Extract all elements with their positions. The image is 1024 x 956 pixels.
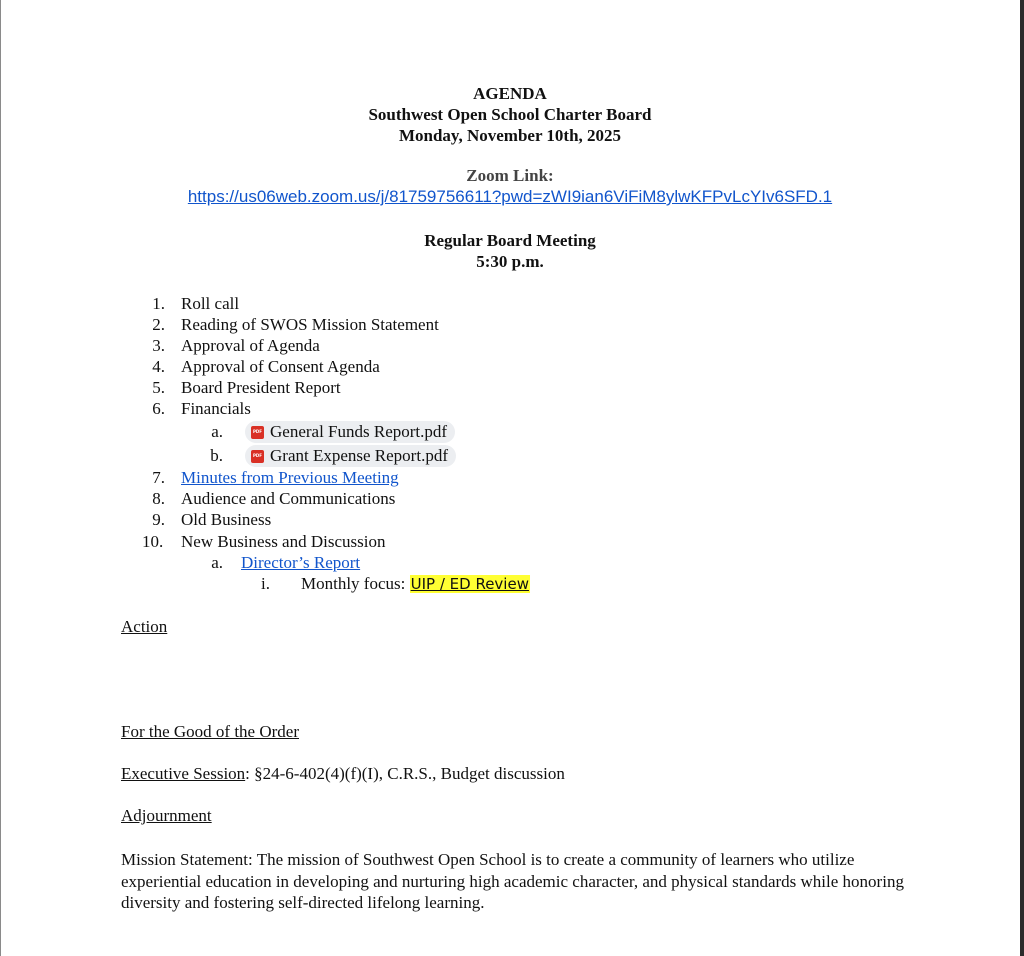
- executive-session-text: : §24-6-402(4)(f)(I), C.R.S., Budget discussion: [245, 764, 565, 783]
- pdf-icon: PDF: [251, 450, 264, 463]
- mission-statement: Mission Statement: The mission of Southwest Open School is to create a community of learners who utilize experiential education in developing and nurturing high academic character, and physical standards while honoring diversity and fostering self-directed lifelong learning.: [121, 850, 904, 912]
- page-right-edge: [1020, 0, 1024, 956]
- zoom-link[interactable]: https://us06web.zoom.us/j/81759756611?pwd=zWI9ian6ViFiM8ylwKFPvLcYIv6SFD.1: [187, 187, 833, 206]
- file-chip-general-funds[interactable]: PDF General Funds Report.pdf: [245, 421, 455, 443]
- agenda-title: AGENDA: [473, 84, 547, 103]
- good-of-order-heading: For the Good of the Order: [121, 722, 299, 741]
- meeting-date: Monday, November 10th, 2025: [398, 126, 622, 145]
- adjournment-heading: Adjournment: [121, 806, 212, 825]
- executive-session-label: Executive Session: [121, 764, 246, 783]
- uip-review-link[interactable]: UIP / ED Review: [410, 575, 529, 593]
- zoom-link-label: Zoom Link:: [466, 166, 554, 185]
- file-chip-grant-expense[interactable]: PDF Grant Expense Report.pdf: [245, 445, 456, 467]
- action-heading: Action: [121, 617, 168, 636]
- org-name: Southwest Open School Charter Board: [368, 105, 652, 124]
- meeting-type: Regular Board Meeting: [424, 231, 596, 250]
- minutes-link[interactable]: Minutes from Previous Meeting: [181, 468, 399, 487]
- directors-report-link[interactable]: Director’s Report: [241, 553, 361, 572]
- executive-session: [121, 764, 565, 784]
- pdf-icon: PDF: [251, 426, 264, 439]
- meeting-time: 5:30 p.m.: [476, 252, 544, 271]
- document-page: AGENDA Southwest Open School Charter Board Monday, November 10th, 2025 Zoom Link: https://us06web.zoom.us/j/81759756611?pwd=zWI9ian6ViFiM8ylwKFPvLcYIv6SFD.1 Regular Board Meeting 5:30 p.m. 1. Roll call 2. Reading of SWOS Mission Statement 3. Approval of Agenda 4. Approval of Consent Agenda 5. Board President Report 6. Financials a. PDF General Funds Report.pdf b. PDF Grant Expense Report.pdf 7. Minutes from Previous Meeting 8. Audience and Communications 9. Old Business 10. New Business and Discussion a. Director’s Report i. Monthly focus: UIP / ED Review Action For the Good of the Order Executive Session: §24-6-402(4)(f)(I), C.R.S., Budget discussion Adjournment Mission Statement: The mission of Southwest Open School is to create a community of learners who utilize experiential education in developing and nurturing high academic character, and physical standards while honoring diversity and fostering self-directed lifelong learning.: [0, 0, 1020, 956]
